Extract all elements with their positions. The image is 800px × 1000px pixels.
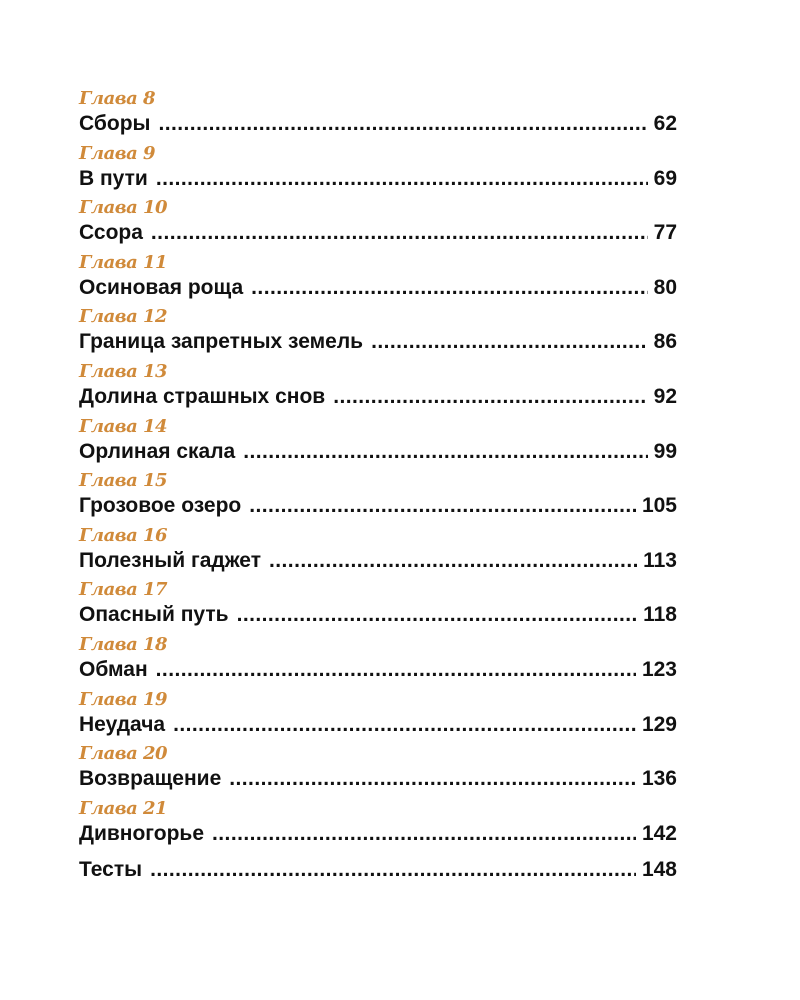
chapter-label: Глава 10 [79,197,168,219]
page-number: 86 [653,330,677,354]
toc-entry[interactable] [79,304,677,359]
toc-entry[interactable] [79,250,677,305]
page-number: 105 [641,494,677,518]
dot-leader [150,856,636,884]
chapter-label: Глава 15 [79,470,168,492]
page-number: 77 [653,221,677,245]
toc-entry[interactable] [79,86,677,141]
toc-entry[interactable] [79,687,677,742]
toc-entry[interactable] [79,523,677,578]
chapter-label: Глава 18 [79,633,168,655]
toc-row [79,383,677,411]
dot-leader [151,219,648,247]
dot-leader [212,820,636,848]
chapter-label: Глава 12 [79,306,168,328]
chapter-title: Опасный путь [79,603,229,627]
dot-leader [371,328,648,356]
chapter-title: В пути [79,166,148,190]
toc-row [79,765,677,793]
chapter-title: Граница запретных земель [79,330,364,354]
toc-row [79,820,677,848]
chapter-label: Глава 11 [79,251,168,273]
toc-entry[interactable] [79,141,677,196]
toc-row [79,438,677,466]
toc-entry[interactable] [79,632,677,687]
toc-entry[interactable] [79,414,677,469]
page-number: 113 [643,548,677,572]
table-of-contents [79,86,677,884]
chapter-title: Долина страшных снов [79,384,326,408]
chapter-label: Глава 21 [79,797,168,819]
chapter-label: Глава 17 [79,579,168,601]
page-number: 136 [641,767,677,791]
chapter-title: Дивногорье [79,821,205,845]
dot-leader [158,110,647,138]
toc-row [79,110,677,138]
tests-title: Тесты [79,858,143,882]
chapter-title: Орлиная скала [79,439,236,463]
dot-leader [156,165,648,193]
toc-row [79,492,677,520]
toc-row [79,274,677,302]
page-number: 148 [641,858,677,882]
toc-entry-tests[interactable] [79,856,677,884]
toc-row [79,165,677,193]
dot-leader [237,601,638,629]
chapter-title: Неудача [79,712,166,736]
chapter-title: Осиновая роща [79,275,244,299]
chapter-title: Обман [79,657,148,681]
toc-entry[interactable] [79,359,677,414]
toc-entry[interactable] [79,468,677,523]
chapter-title: Возвращение [79,767,222,791]
chapter-title: Ссора [79,221,143,245]
toc-entry[interactable] [79,195,677,250]
page-number: 80 [653,275,677,299]
toc-entry[interactable] [79,796,677,851]
page-number: 118 [643,603,677,627]
dot-leader [269,547,637,575]
page-number: 99 [653,439,677,463]
chapter-label: Глава 8 [79,88,156,109]
chapter-label: Глава 19 [79,688,168,710]
dot-leader [251,274,647,302]
toc-entry[interactable] [79,741,677,796]
toc-row [79,856,677,884]
chapter-label: Глава 16 [79,524,168,546]
page-number: 62 [653,112,677,135]
dot-leader [156,656,636,684]
dot-leader [173,711,636,739]
page-number: 92 [653,384,677,408]
page-number: 142 [641,821,677,845]
toc-row [79,601,677,629]
chapter-title: Полезный гаджет [79,548,261,572]
toc-row [79,656,677,684]
dot-leader [243,438,647,466]
dot-leader [229,765,636,793]
toc-row [79,328,677,356]
chapter-label: Глава 20 [79,743,168,765]
chapter-label: Глава 9 [79,142,156,164]
page-number: 123 [641,657,677,681]
toc-entry[interactable] [79,577,677,632]
page-number: 129 [641,712,677,736]
dot-leader [333,383,647,411]
toc-row [79,219,677,247]
chapter-label: Глава 13 [79,360,168,382]
toc-row [79,711,677,739]
chapter-title: Сборы [79,112,151,135]
toc-row [79,547,677,575]
chapter-title: Грозовое озеро [79,494,242,518]
dot-leader [249,492,636,520]
page-number: 69 [653,166,677,190]
chapter-label: Глава 14 [79,415,168,437]
